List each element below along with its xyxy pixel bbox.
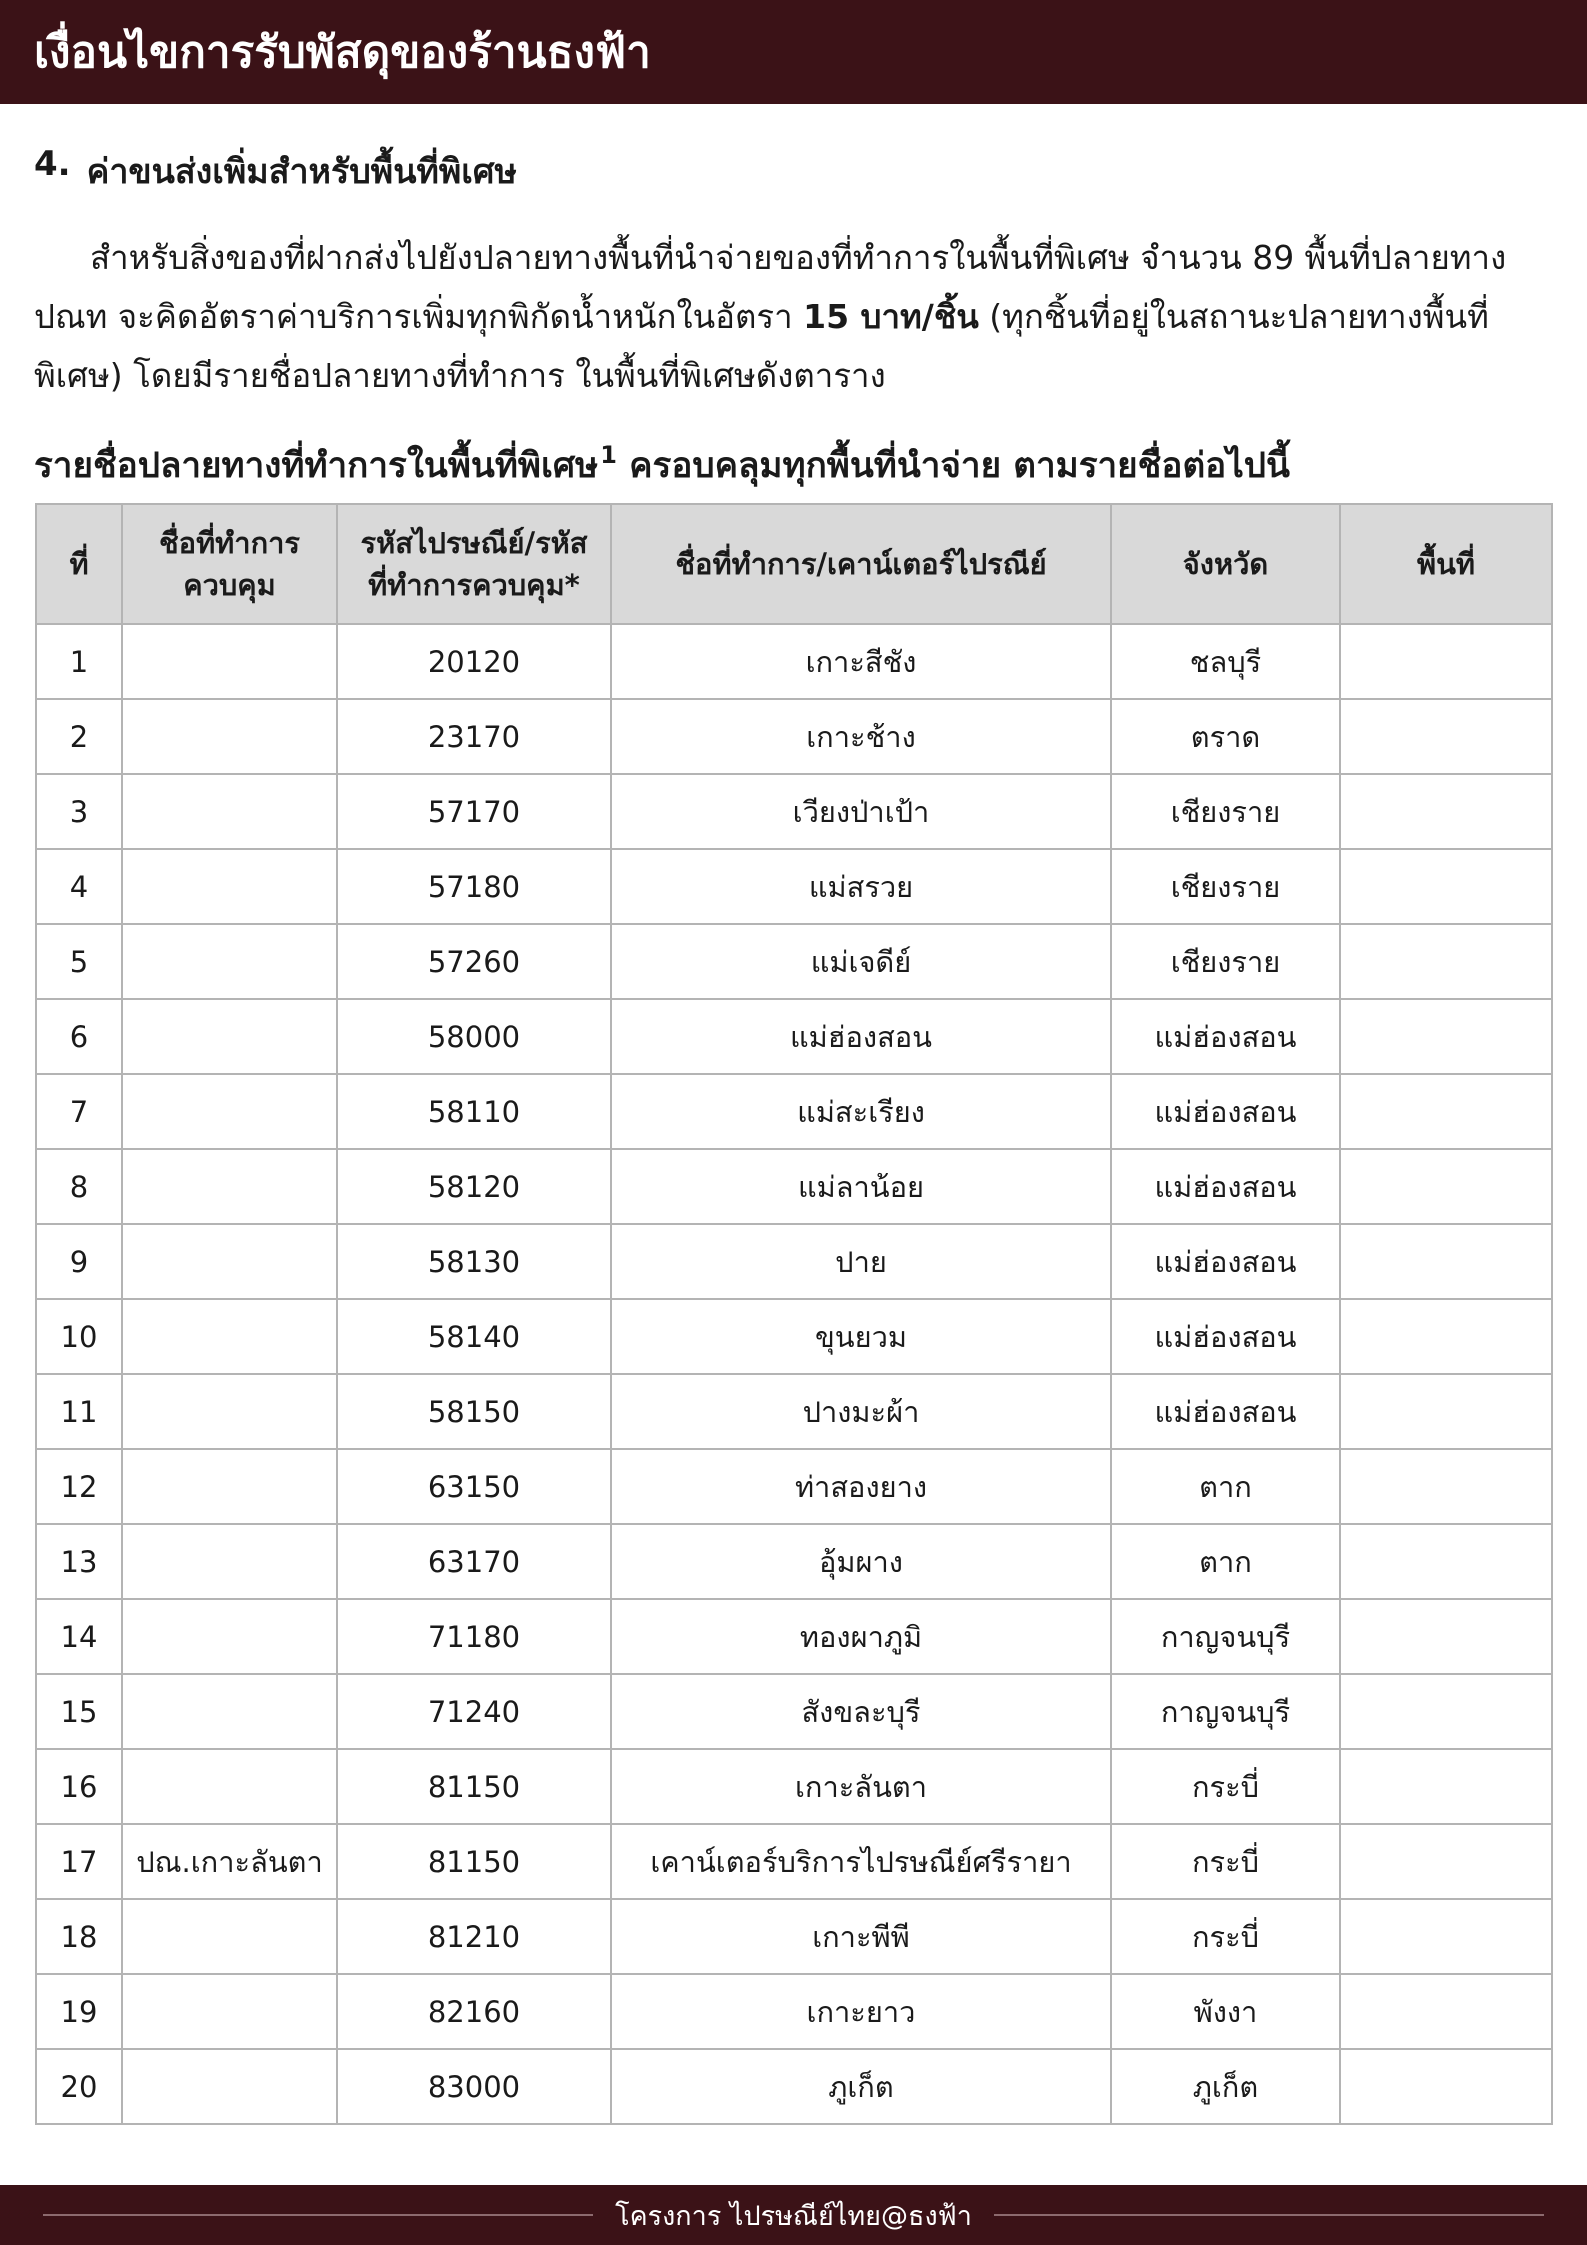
table-row [36, 774, 1552, 849]
cell-postal-code: 58130 [337, 1224, 611, 1299]
table-row [36, 1374, 1552, 1449]
cell-postal-code: 20120 [337, 624, 611, 699]
section-title [34, 144, 517, 198]
cell-control-office [122, 1899, 337, 1974]
section-number: 4. [34, 144, 71, 184]
table-row [36, 1149, 1552, 1224]
cell-province: เชียงราย [1111, 849, 1340, 924]
column-header: ชื่อที่ทำการ/เคาน์เตอร์ไปรณีย์ [611, 504, 1111, 624]
table-heading [34, 438, 1290, 493]
table-row [36, 1674, 1552, 1749]
cell-number: 5 [36, 924, 122, 999]
cell-number: 19 [36, 1974, 122, 2049]
cell-office-name: เกาะสีชัง [611, 624, 1111, 699]
cell-office-name: เวียงป่าเป้า [611, 774, 1111, 849]
table-row [36, 1449, 1552, 1524]
cell-number: 17 [36, 1824, 122, 1899]
cell-postal-code: 58150 [337, 1374, 611, 1449]
cell-postal-code: 63150 [337, 1449, 611, 1524]
cell-office-name: แม่สะเรียง [611, 1074, 1111, 1149]
cell-postal-code: 58110 [337, 1074, 611, 1149]
cell-area [1340, 1899, 1552, 1974]
cell-postal-code: 63170 [337, 1524, 611, 1599]
cell-office-name: เกาะยาว [611, 1974, 1111, 2049]
cell-province: แม่ฮ่องสอน [1111, 1224, 1340, 1299]
cell-postal-code: 81150 [337, 1749, 611, 1824]
footer-rule-left [43, 2214, 593, 2216]
cell-office-name: อุ้มผาง [611, 1524, 1111, 1599]
cell-control-office [122, 999, 337, 1074]
cell-control-office [122, 1074, 337, 1149]
cell-postal-code: 58120 [337, 1149, 611, 1224]
cell-province: ตราด [1111, 699, 1340, 774]
cell-control-office [122, 1224, 337, 1299]
cell-control-office [122, 1599, 337, 1674]
cell-office-name: แม่เจดีย์ [611, 924, 1111, 999]
cell-province: ภูเก็ต [1111, 2049, 1340, 2124]
cell-number: 9 [36, 1224, 122, 1299]
cell-number: 16 [36, 1749, 122, 1824]
table-row [36, 1899, 1552, 1974]
cell-control-office [122, 1299, 337, 1374]
cell-number: 18 [36, 1899, 122, 1974]
cell-area [1340, 1974, 1552, 2049]
cell-control-office [122, 849, 337, 924]
table-row [36, 1224, 1552, 1299]
table-row [36, 1299, 1552, 1374]
cell-area [1340, 2049, 1552, 2124]
table-row [36, 1749, 1552, 1824]
section-title-text: ค่าขนส่งเพิ่มสำหรับพื้นที่พิเศษ [86, 152, 517, 192]
cell-office-name: แม่ลาน้อย [611, 1149, 1111, 1224]
destination-table [35, 503, 1553, 2125]
cell-area [1340, 774, 1552, 849]
cell-number: 3 [36, 774, 122, 849]
cell-control-office [122, 2049, 337, 2124]
cell-postal-code: 81150 [337, 1824, 611, 1899]
cell-control-office [122, 1749, 337, 1824]
cell-postal-code: 71180 [337, 1599, 611, 1674]
cell-area [1340, 1599, 1552, 1674]
cell-postal-code: 58140 [337, 1299, 611, 1374]
cell-province: กาญจนบุรี [1111, 1599, 1340, 1674]
table-body [36, 624, 1552, 2124]
cell-postal-code: 58000 [337, 999, 611, 1074]
table-heading-footnote: 1 [600, 441, 617, 469]
cell-office-name: เกาะลันตา [611, 1749, 1111, 1824]
column-header: รหัสไปรษณีย์/รหัสที่ทำการควบคุม* [337, 504, 611, 624]
page-header [0, 0, 1587, 104]
table-row [36, 1524, 1552, 1599]
cell-postal-code: 57180 [337, 849, 611, 924]
cell-area [1340, 1299, 1552, 1374]
cell-province: กาญจนบุรี [1111, 1674, 1340, 1749]
cell-office-name: ทองผาภูมิ [611, 1599, 1111, 1674]
cell-number: 8 [36, 1149, 122, 1224]
cell-province: กระบี่ [1111, 1899, 1340, 1974]
column-header: จังหวัด [1111, 504, 1340, 624]
cell-control-office [122, 699, 337, 774]
cell-area [1340, 999, 1552, 1074]
cell-number: 10 [36, 1299, 122, 1374]
cell-area [1340, 699, 1552, 774]
cell-area [1340, 1374, 1552, 1449]
cell-control-office [122, 624, 337, 699]
table-row [36, 624, 1552, 699]
cell-control-office [122, 1674, 337, 1749]
cell-area [1340, 849, 1552, 924]
cell-office-name: ปางมะผ้า [611, 1374, 1111, 1449]
cell-province: พังงา [1111, 1974, 1340, 2049]
cell-number: 12 [36, 1449, 122, 1524]
table-row [36, 1599, 1552, 1674]
cell-office-name: ภูเก็ต [611, 2049, 1111, 2124]
cell-number: 15 [36, 1674, 122, 1749]
cell-postal-code: 83000 [337, 2049, 611, 2124]
paragraph-rate: 15 บาท/ชิ้น [803, 297, 979, 336]
cell-office-name: ท่าสองยาง [611, 1449, 1111, 1524]
cell-control-office [122, 1374, 337, 1449]
cell-office-name: แม่สรวย [611, 849, 1111, 924]
cell-area [1340, 1674, 1552, 1749]
table-row [36, 999, 1552, 1074]
cell-office-name: เกาะช้าง [611, 699, 1111, 774]
cell-area [1340, 1749, 1552, 1824]
paragraph-text-before: สำหรับสิ่งของที่ฝากส่งไปยังปลายทางพื้นที่นำจ่ายของที่ทำการในพื้นที่พิเศษ จำนวน 89 พื้นที่ปลายทาง ปณท จะคิดอัตราค่าบริการเพิ่มทุกพิกัดน้ำหนักในอัตรา [34, 238, 1507, 336]
cell-office-name: ขุนยวม [611, 1299, 1111, 1374]
cell-postal-code: 81210 [337, 1899, 611, 1974]
cell-area [1340, 1449, 1552, 1524]
cell-postal-code: 57170 [337, 774, 611, 849]
cell-control-office [122, 924, 337, 999]
cell-postal-code: 82160 [337, 1974, 611, 2049]
column-header: ชื่อที่ทำการควบคุม [122, 504, 337, 624]
column-header: ที่ [36, 504, 122, 624]
cell-province: กระบี่ [1111, 1824, 1340, 1899]
cell-area [1340, 1074, 1552, 1149]
cell-number: 6 [36, 999, 122, 1074]
cell-province: แม่ฮ่องสอน [1111, 1299, 1340, 1374]
cell-area [1340, 924, 1552, 999]
cell-office-name: แม่ฮ่องสอน [611, 999, 1111, 1074]
page-footer [0, 2185, 1587, 2245]
cell-province: แม่ฮ่องสอน [1111, 1374, 1340, 1449]
cell-area [1340, 1824, 1552, 1899]
table-row [36, 924, 1552, 999]
table-heading-part2: ครอบคลุมทุกพื้นที่นำจ่าย ตามรายชื่อต่อไปนี้ [616, 446, 1290, 486]
cell-area [1340, 1149, 1552, 1224]
cell-control-office [122, 1449, 337, 1524]
cell-postal-code: 71240 [337, 1674, 611, 1749]
table-row [36, 699, 1552, 774]
cell-office-name: เกาะพีพี [611, 1899, 1111, 1974]
cell-control-office [122, 1974, 337, 2049]
cell-area [1340, 624, 1552, 699]
cell-province: แม่ฮ่องสอน [1111, 999, 1340, 1074]
cell-office-name: เคาน์เตอร์บริการไปรษณีย์ศรีรายา [611, 1824, 1111, 1899]
cell-control-office: ปณ.เกาะลันตา [122, 1824, 337, 1899]
cell-number: 11 [36, 1374, 122, 1449]
cell-province: ชลบุรี [1111, 624, 1340, 699]
cell-number: 2 [36, 699, 122, 774]
cell-area [1340, 1524, 1552, 1599]
table-row [36, 1824, 1552, 1899]
footer-rule-right [994, 2214, 1544, 2216]
cell-control-office [122, 1524, 337, 1599]
footer-text: โครงการ ไปรษณีย์ไทย@ธงฟ้า [615, 2200, 972, 2232]
cell-postal-code: 23170 [337, 699, 611, 774]
cell-province: ตาก [1111, 1524, 1340, 1599]
cell-number: 7 [36, 1074, 122, 1149]
page-title: เงื่อนไขการรับพัสดุของร้านธงฟ้า [34, 27, 651, 78]
cell-province: เชียงราย [1111, 774, 1340, 849]
cell-number: 4 [36, 849, 122, 924]
table-row [36, 2049, 1552, 2124]
cell-number: 1 [36, 624, 122, 699]
cell-office-name: สังขละบุรี [611, 1674, 1111, 1749]
cell-number: 20 [36, 2049, 122, 2124]
cell-postal-code: 57260 [337, 924, 611, 999]
cell-province: เชียงราย [1111, 924, 1340, 999]
cell-province: กระบี่ [1111, 1749, 1340, 1824]
cell-province: แม่ฮ่องสอน [1111, 1074, 1340, 1149]
cell-area [1340, 1224, 1552, 1299]
table-row [36, 849, 1552, 924]
column-header: พื้นที่ [1340, 504, 1552, 624]
cell-province: แม่ฮ่องสอน [1111, 1149, 1340, 1224]
cell-office-name: ปาย [611, 1224, 1111, 1299]
cell-province: ตาก [1111, 1449, 1340, 1524]
cell-control-office [122, 1149, 337, 1224]
table-header-row [36, 504, 1552, 624]
description-paragraph [34, 228, 1554, 405]
cell-number: 14 [36, 1599, 122, 1674]
paragraph-text-after: (ทุกชิ้นที่อยู่ในสถานะปลายทางพื้นที่พิเศษ) โดยมีรายชื่อปลายทางที่ทำการ ในพื้นที่พิเศษดังตาราง [34, 297, 1489, 395]
table-row [36, 1074, 1552, 1149]
table-heading-part1: รายชื่อปลายทางที่ทำการในพื้นที่พิเศษ [34, 446, 599, 486]
cell-control-office [122, 774, 337, 849]
table-row [36, 1974, 1552, 2049]
cell-number: 13 [36, 1524, 122, 1599]
